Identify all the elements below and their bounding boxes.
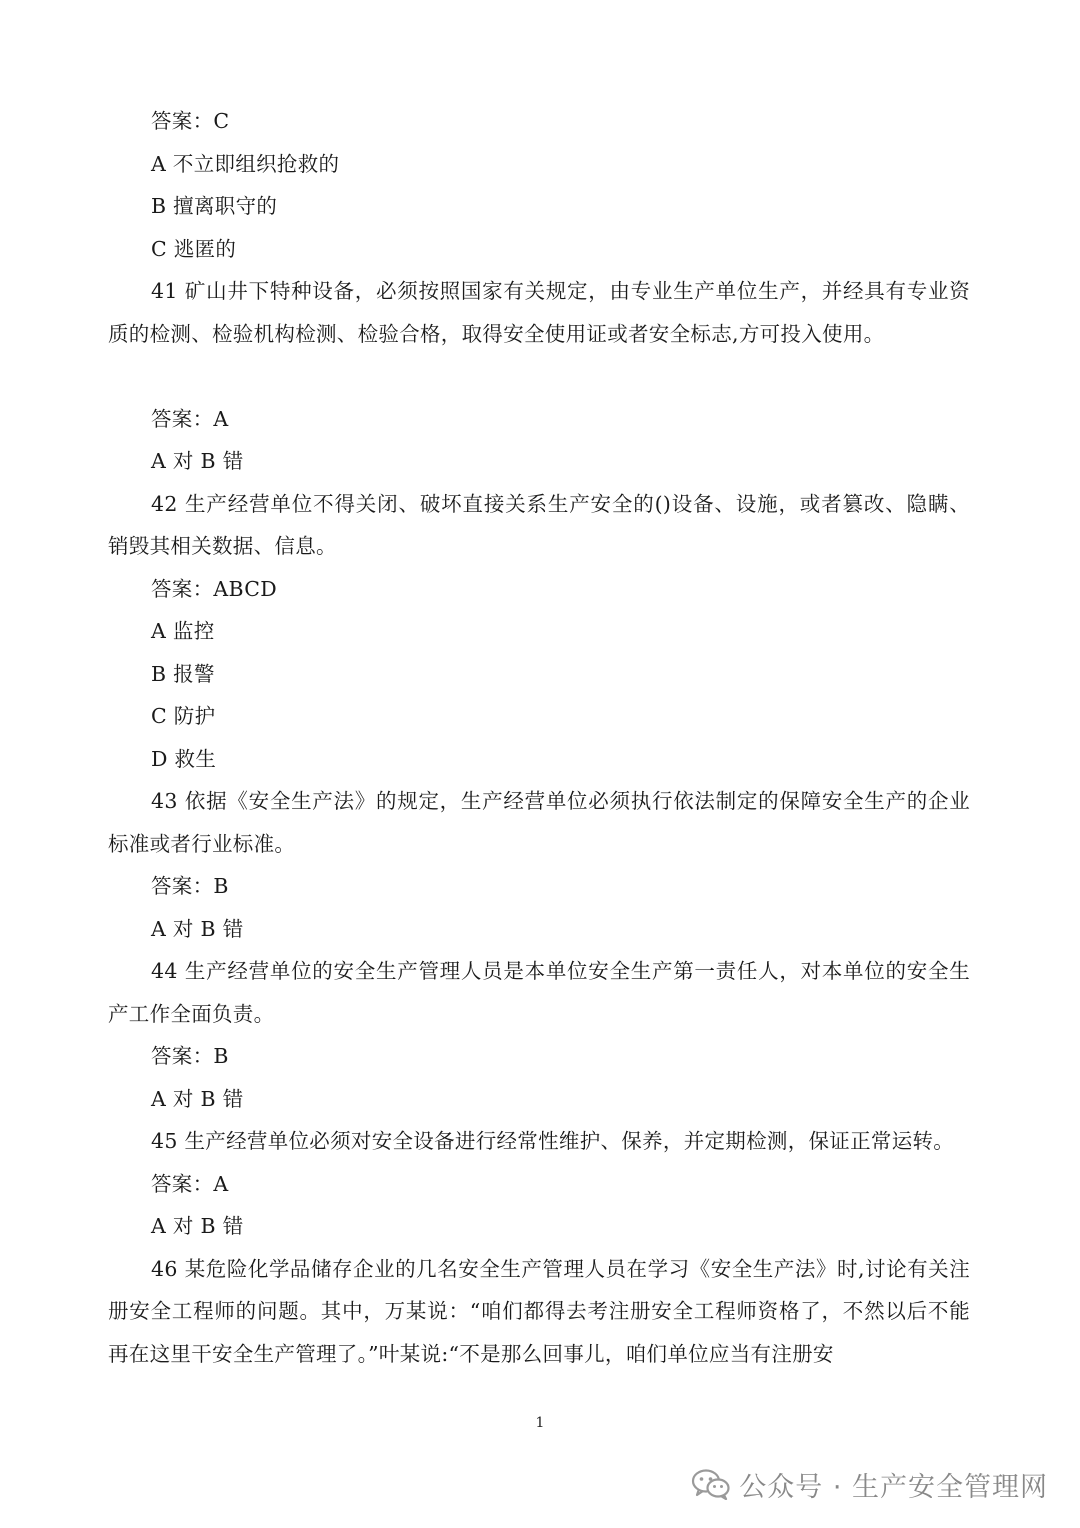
- option-line: A 对 B 错: [151, 1086, 244, 1111]
- page-number: 1: [535, 1415, 545, 1431]
- option-line: D 救生: [151, 746, 217, 771]
- question-text: 43 依据《安全生产法》的规定，生产经营单位必须执行依法制定的保障安全生产的企业标准或者行业标准。: [108, 789, 970, 856]
- answer-line: 答案：C: [151, 109, 230, 133]
- option-line: A 不立即组织抢救的: [151, 151, 340, 176]
- option-line: A 监控: [151, 619, 215, 643]
- question-text: 45 生产经营单位必须对安全设备进行经常性维护、保养，并定期检测，保证正常运转。: [151, 1129, 955, 1153]
- watermark: [691, 1462, 1048, 1506]
- option-line: A 对 B 错: [151, 916, 244, 941]
- option-line: C 逃匿的: [151, 236, 237, 261]
- answer-line: 答案：ABCD: [151, 576, 277, 601]
- answer-line: 答案：A: [151, 1171, 229, 1196]
- watermark-text: 公众号 · 生产安全管理网: [739, 1471, 1048, 1503]
- blank-line: [108, 355, 970, 398]
- question-text: 46 某危险化学品储存企业的几名安全生产管理人员在学习《安全生产法》时,讨论有关注册安全工程师的问题。其中，万某说：“咱们都得去考注册安全工程师资格了，不然以后不能再在这里干安全生产管理了。”叶某说:“不是那么回事儿，咱们单位应当有注册安: [108, 1256, 970, 1366]
- answer-line: 答案：B: [151, 1044, 229, 1068]
- option-line: B 擅离职守的: [151, 194, 278, 218]
- answer-line: 答案：B: [151, 874, 229, 898]
- option-line: A 对 B 错: [151, 1214, 244, 1238]
- document-body: [108, 100, 970, 1375]
- option-line: C 防护: [151, 704, 216, 728]
- answer-line: 答案：A: [151, 406, 229, 431]
- option-line: A 对 B 错: [151, 449, 244, 473]
- option-line: B 报警: [151, 661, 215, 686]
- wechat-icon: [691, 1468, 731, 1500]
- question-text: 42 生产经营单位不得关闭、破坏直接关系生产安全的()设备、设施，或者篡改、隐瞒、销毁其相关数据、信息。: [108, 491, 970, 558]
- question-text: 41 矿山井下特种设备，必须按照国家有关规定，由专业生产单位生产，并经具有专业资质的检测、检验机构检测、检验合格，取得安全使用证或者安全标志,方可投入使用。: [108, 279, 970, 346]
- question-text: 44 生产经营单位的安全生产管理人员是本单位安全生产第一责任人，对本单位的安全生产工作全面负责。: [108, 959, 970, 1026]
